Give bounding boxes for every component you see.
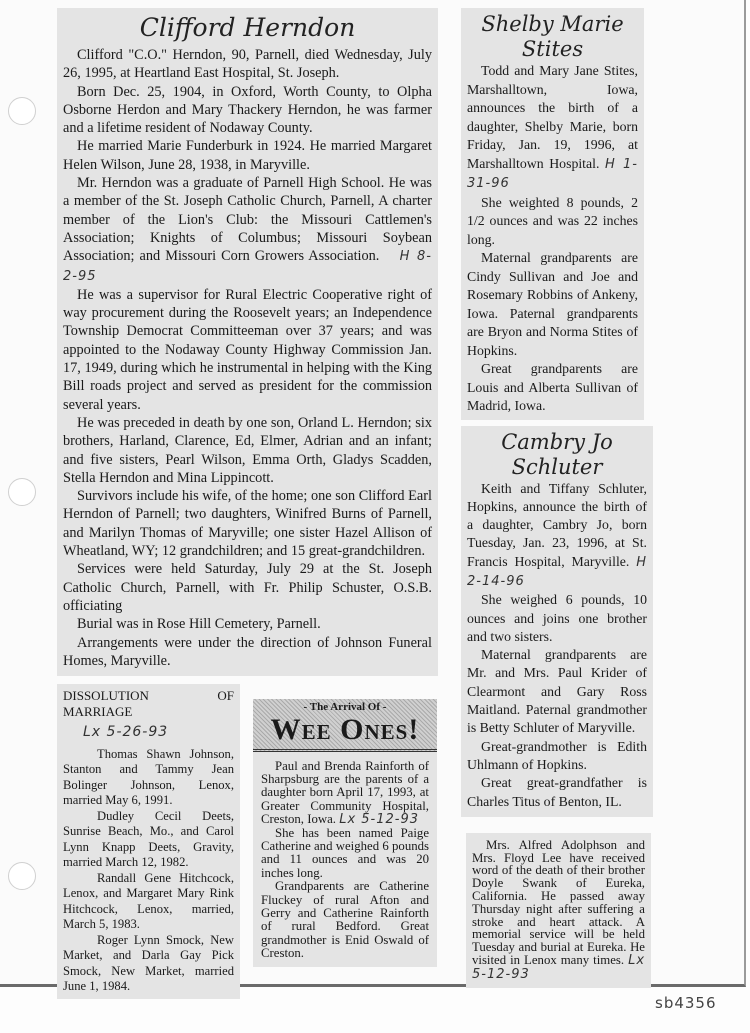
banner-title: Wee Ones! <box>270 712 420 746</box>
clipping-title: Cambry Jo Schluter <box>501 429 613 479</box>
clipping-dissolution-of-marriage <box>57 684 240 999</box>
paragraph: Maternal grandparents are Cindy Sullivan and Joe and Rosemary Robbins of Ankeny, Iowa. Paternal grandparents are Bryon and Norma Stites of Hopkins. <box>467 250 638 358</box>
clipping-wee-ones-birth <box>253 699 437 967</box>
paragraph: He was preceded in death by one son, Orland L. Herndon; six brothers, Harland, Clarence, Ed, Elmer, Adrian and an infant; and five sisters, Pearl Wilson, Emma Orth, Gladys Scadden, Stella Herndon and Mina Lippincott. <box>63 414 432 486</box>
handwritten-date: H 8-2-95 <box>63 249 432 284</box>
paragraph-text: Mr. Herndon was a graduate of Parnell High School. He was a member of the St. Joseph Catholic Church, Parnell, A charter member of the Lion's Club: the Missouri Cattlemen's Association; Knights of Columbus; Missouri Soybean Association; and Missouri Corn Growers Association. <box>63 175 432 265</box>
paragraph: She weighted 8 pounds, 2 1/2 ounces and was 22 inches long. <box>467 194 638 247</box>
paragraph: He married Marie Funderburk in 1924. He married Margaret Helen Wilson, June 28, 1938, in Maryville. <box>63 138 432 173</box>
paragraph <box>467 480 647 592</box>
paragraph <box>261 760 429 827</box>
paragraph <box>472 839 645 982</box>
paragraph: She has been named Paige Catherine and weighed 6 pounds and 11 ounces and was 20 inches long. <box>261 825 429 880</box>
paragraph: Services were held Saturday, July 29 at the St. Joseph Catholic Church, Parnell, with Fr. Philip Schuster, O.S.B. officiating <box>63 561 432 614</box>
paragraph <box>63 174 432 286</box>
right-column: Shelby Marie Stites Todd and Mary Jane Stites, Marshalltown, Iowa, announces the birth of a daughter, Shelby Marie, born Friday, Jan. 19, 1996, at Marshalltown Hospital. H 1-31-96 She weighted 8 pounds, 2 1/2 ounces and was 22 inches long. Maternal grandparents are Cindy Sullivan and Joe and Rosemary Robbins of Ankeny, Iowa. Paternal grandparents are Bryon and Norma Stites of Hopkins. Great grandparents are Louis and Alberta Sullivan of Madrid, Iowa. Cambry Jo Schluter Keith and Tiffany Schluter, Hopkins, announce the birth of a daughter, Cambry Jo, born Tuesday, Jan. 23, 1996, at St. Francis Hospital, Maryville. H 2-14-96 She weighed 6 pounds, 10 ounces and joins one brother and two sisters. Maternal grandparents are Mr. and Mrs. Paul Krider of Clearmont and Gary Ross Maitland. Paternal grandmother is Betty Schluter of Maryville. Great-grandmother is Edith Uhlmann of Hopkins. Great great-grandfather is Charles Titus of Benton, IL. Mrs. Alfred Adolphson and Mrs. Floyd Lee have received word of the death of their brother Doyle Swank of Eureka, California. He passed away Thursday night after suffering a stroke and heart attack. A memorial service will be held Tuesday and burial at Eureka. He visited in Lenox many times. Lx 5-12-93 sb4356 <box>461 8 653 1012</box>
clipping-shelby-marie-stites-birth <box>461 8 644 420</box>
paragraph-text: Mrs. Alfred Adolphson and Mrs. Floyd Lee have received word of the death of their brother Doyle Swank of Eureka, California. He passed away Thursday night after suffering a stroke and heart attack. A memorial service will be held Tuesday and burial at Eureka. He visited in Lenox many times. <box>472 837 645 968</box>
paragraph: Great great-grandfather is Charles Titus of Benton, IL. <box>467 775 647 809</box>
paragraph: He was a supervisor for Rural Electric Cooperative right of way procurement during the Roosevelt years; an Independence Township Democrat Committeeman over 37 years; and was appointed to the Nodaway County Highway Commission Jan. 17, 1949, during which he instrumental in helping with the King Bill roads project and served as president for the commission several years. <box>63 286 432 413</box>
paragraph: Arrangements were under the direction of Johnson Funeral Homes, Maryville. <box>63 634 432 669</box>
handwritten-date: H 2-14-96 <box>467 554 648 589</box>
paragraph: Great grandparents are Louis and Alberta Sullivan of Madrid, Iowa. <box>467 361 638 413</box>
clipping-clifford-herndon-obituary <box>57 8 438 676</box>
handwritten-date: Lx 5-26-93 <box>83 724 169 741</box>
handwritten-date: Lx 5-12-93 <box>339 812 420 828</box>
clipping-heading <box>63 688 234 704</box>
paragraph: Thomas Shawn Johnson, Stanton and Tammy Jean Bolinger Johnson, Lenox, married May 6, 1991. <box>63 746 234 808</box>
paragraph <box>467 62 638 194</box>
banner-subtitle: - The Arrival Of - <box>303 701 387 714</box>
heading-text: OF <box>217 688 234 704</box>
paragraph: Grandparents are Catherine Fluckey of rural Afton and Gerry and Catherine Rainforth of rural Bedford. Great grandmother is Enid Oswald of Creston. <box>261 879 429 961</box>
left-column <box>57 8 438 999</box>
clipping-title: Clifford Herndon <box>139 13 356 42</box>
bottom-row <box>57 684 438 999</box>
paragraph: Clifford "C.O." Herndon, 90, Parnell, died Wednesday, July 26, 1995, at Heartland East Hospital, St. Joseph. <box>63 47 432 82</box>
paragraph-text: Keith and Tiffany Schluter, Hopkins, announce the birth of a daughter, Cambry Jo, born Tuesday, Jan. 23, 1996, at St. Francis Hospital, Maryville. <box>467 480 647 569</box>
wee-ones-banner <box>253 699 437 751</box>
paragraph: Dudley Cecil Deets, Sunrise Beach, Mo., and Carol Lynn Knapp Deets, Gravity, married March 12, 1982. <box>63 808 234 870</box>
paragraph: She weighed 6 pounds, 10 ounces and joins one brother and two sisters. <box>467 592 647 644</box>
paragraph: Survivors include his wife, of the home; one son Clifford Earl Herndon of Parnell; two daughters, Winifred Burns of Parnell, and Marilyn Thomas of Maryville; one sister Hazel Allison of Wheatland, WY; 12 grandchildren; and 15 great-grandchildren. <box>63 488 432 560</box>
handwritten-date: H 1-31-96 <box>467 156 638 191</box>
clipping-title: Shelby Marie Stites <box>481 12 624 61</box>
paragraph-text: Paul and Brenda Rainforth of Sharpsburg are the parents of a daughter born April 17, 1993, at Greater Community Hospital, Creston, Iowa. <box>261 758 429 827</box>
paragraph: Born Dec. 25, 1904, in Oxford, Worth County, to Olpha Osborne Herdon and Mary Thackery Herndon, he was farmer and a lifetime resident of Nodaway County. <box>63 83 432 137</box>
heading-text: MARRIAGE <box>63 703 133 719</box>
paragraph: Burial was in Rose Hill Cemetery, Parnell. <box>77 616 321 633</box>
clipping-cambry-jo-schluter-birth <box>461 426 653 817</box>
heading-text: DISSOLUTION <box>63 688 149 704</box>
paragraph: Roger Lynn Smock, New Market, and Darla Gay Pick Smock, New Market, married June 1, 1984. <box>63 932 234 994</box>
paragraph-text: Todd and Mary Jane Stites, Marshalltown, Iowa, announces the birth of a daughter, Shelby Marie, born Friday, Jan. 19, 1996, at Marshalltown Hospital. <box>467 63 638 171</box>
handwritten-date: Lx 5-12-93 <box>472 953 646 982</box>
paragraph: Maternal grandparents are Mr. and Mrs. Paul Krider of Clearmont and Gary Ross Maitland. Paternal grandmother is Betty Schluter of Maryville. <box>467 647 647 736</box>
paragraph: Great-grandmother is Edith Uhlmann of Hopkins. <box>467 738 647 772</box>
paragraph: Randall Gene Hitchcock, Lenox, and Margaret Mary Rink Hitchcock, Lenox, married, March 5, 1983. <box>63 870 234 932</box>
clipping-doyle-swank-death-notice <box>466 833 651 988</box>
